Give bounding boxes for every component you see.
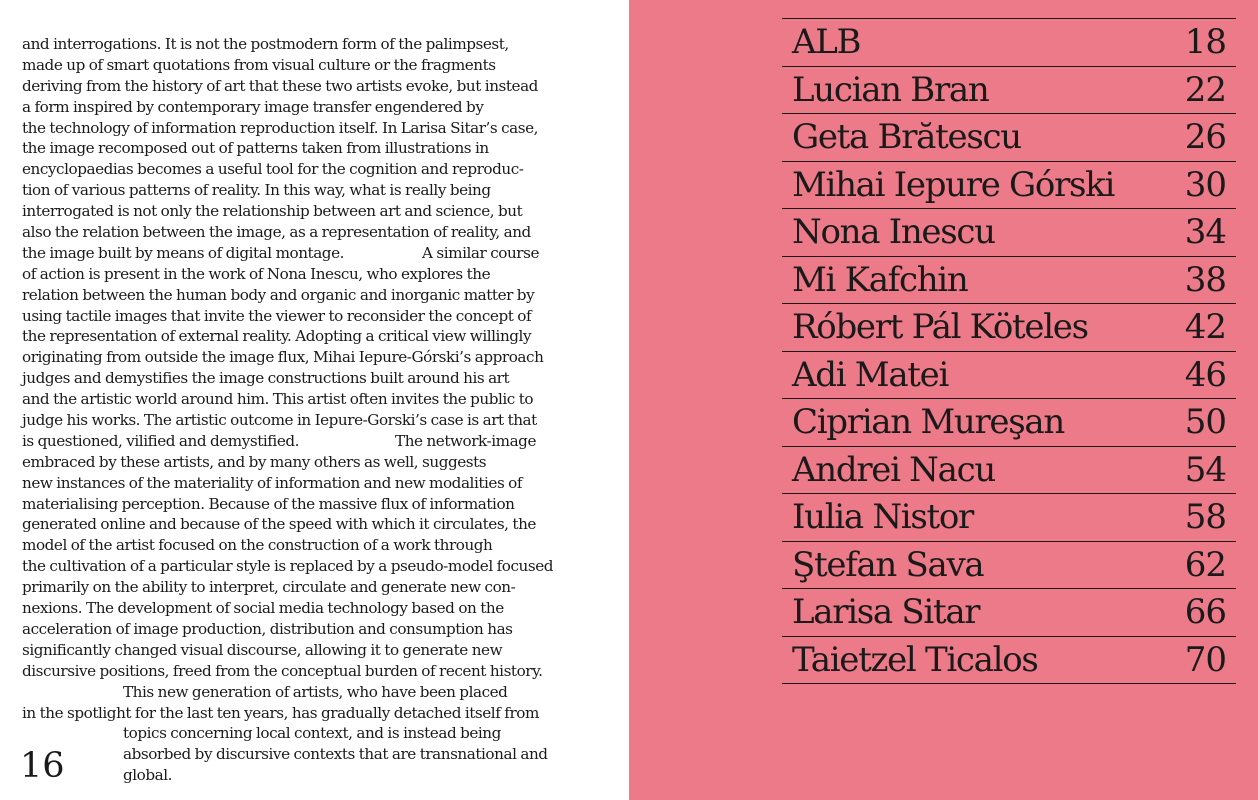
toc-artist-name: ALB: [792, 22, 861, 63]
text-line: embraced by these artists, and by many others as well, suggests: [22, 452, 487, 471]
toc-artist-name: Mi Kafchin: [792, 259, 968, 300]
toc-page-number: 62: [1184, 544, 1226, 585]
table-of-contents: [782, 18, 1236, 684]
toc-page-number: 42: [1184, 307, 1226, 348]
toc-row: [782, 304, 1236, 352]
toc-page-number: 22: [1184, 69, 1226, 110]
text-line: discursive positions, freed from the conceptual burden of recent history.: [22, 661, 543, 680]
toc-row: [782, 637, 1236, 685]
body-text: [22, 34, 592, 786]
text-line: is questioned, vilified and demystified. The network-image: [22, 431, 536, 450]
text-line: tion of various patterns of reality. In this way, what is really being: [22, 181, 491, 200]
toc-row: [782, 399, 1236, 447]
toc-artist-name: Andrei Nacu: [792, 449, 995, 490]
toc-artist-name: Ciprian Mureşan: [792, 402, 1064, 443]
toc-row: [782, 257, 1236, 305]
text-line: the technology of information reproduction itself. In Larisa Sitar’s case,: [22, 118, 539, 137]
text-line: model of the artist focused on the construction of a work through: [22, 536, 493, 555]
text-line: the cultivation of a particular style is replaced by a pseudo-model focused: [22, 557, 554, 576]
right-page: [629, 0, 1258, 800]
text-line: acceleration of image production, distribution and consumption has: [22, 619, 513, 638]
text-line: judge his works. The artistic outcome in Iepure-Gorski’s case is art that: [22, 411, 537, 430]
text-line: relation between the human body and organic and inorganic matter by: [22, 285, 535, 304]
toc-row: [782, 447, 1236, 495]
toc-page-number: 50: [1184, 402, 1226, 443]
text-line: and the artistic world around him. This artist often invites the public to: [22, 390, 534, 409]
toc-page-number: 34: [1184, 212, 1226, 253]
text-line: the representation of external reality. Adopting a critical view willingly: [22, 327, 532, 346]
toc-artist-name: Adi Matei: [792, 354, 949, 395]
toc-artist-name: Taietzel Ticalos: [792, 639, 1038, 680]
toc-page-number: 18: [1184, 22, 1226, 63]
toc-row: [782, 67, 1236, 115]
toc-row: [782, 542, 1236, 590]
text-line: and interrogations. It is not the postmodern form of the palimpsest,: [22, 35, 509, 53]
text-line: in the spotlight for the last ten years, has gradually detached itself from: [22, 703, 539, 722]
toc-page-number: 70: [1184, 639, 1226, 680]
toc-artist-name: Róbert Pál Köteles: [792, 307, 1088, 348]
text-line: originating from outside the image flux, Mihai Iepure-Górski’s approach: [22, 348, 544, 367]
toc-row: [782, 114, 1236, 162]
text-line: of action is present in the work of Nona Inescu, who explores the: [22, 264, 491, 283]
text-line: a form inspired by contemporary image transfer engendered by: [22, 97, 484, 116]
text-line: topics concerning local context, and is instead being: [123, 724, 501, 743]
toc-page-number: 66: [1184, 592, 1226, 633]
toc-artist-name: Nona Inescu: [792, 212, 995, 253]
text-line: absorbed by discursive contexts that are transnational and: [123, 745, 548, 764]
toc-row: [782, 589, 1236, 637]
toc-artist-name: Larisa Sitar: [792, 592, 980, 633]
text-line: made up of smart quotations from visual culture or the fragments: [22, 55, 496, 74]
text-line: global.: [123, 766, 173, 785]
text-line: This new generation of artists, who have been placed: [123, 682, 508, 701]
toc-page-number: 30: [1184, 164, 1226, 205]
text-line: the image recomposed out of patterns taken from illustrations in: [22, 139, 489, 158]
text-line: significantly changed visual discourse, allowing it to generate new: [22, 640, 503, 659]
toc-artist-name: Geta Brătescu: [792, 117, 1021, 158]
toc-artist-name: Ştefan Sava: [792, 544, 984, 585]
text-line: deriving from the history of art that these two artists evoke, but instead: [22, 76, 538, 95]
toc-artist-name: Mihai Iepure Górski: [792, 164, 1115, 205]
toc-page-number: 58: [1184, 497, 1226, 538]
text-line: also the relation between the image, as a representation of reality, and: [22, 223, 531, 242]
toc-artist-name: Lucian Bran: [792, 69, 989, 110]
text-line: materialising perception. Because of the massive flux of information: [22, 494, 515, 513]
toc-artist-name: Iulia Nistor: [792, 497, 974, 538]
toc-page-number: 46: [1184, 354, 1226, 395]
text-line: the image built by means of digital montage. A similar course: [22, 243, 539, 262]
text-line: nexions. The development of social media technology based on the: [22, 599, 504, 618]
toc-row: [782, 494, 1236, 542]
text-line: using tactile images that invite the viewer to reconsider the concept of: [22, 306, 532, 325]
text-line: encyclopaedias becomes a useful tool for the cognition and reproduc-: [22, 160, 524, 179]
page-number: 16: [20, 746, 65, 786]
toc-page-number: 38: [1184, 259, 1226, 300]
toc-row: [782, 162, 1236, 210]
text-line: new instances of the materiality of information and new modalities of: [22, 473, 523, 492]
text-line: interrogated is not only the relationship between art and science, but: [22, 202, 523, 221]
toc-row: [782, 352, 1236, 400]
text-line: primarily on the ability to interpret, circulate and generate new con-: [22, 578, 516, 597]
text-line: generated online and because of the speed with which it circulates, the: [22, 515, 536, 534]
toc-page-number: 54: [1184, 449, 1226, 490]
toc-row: [782, 209, 1236, 257]
toc-row: [782, 19, 1236, 67]
text-line: judges and demystifies the image constructions built around his art: [22, 369, 510, 388]
toc-page-number: 26: [1184, 117, 1226, 158]
